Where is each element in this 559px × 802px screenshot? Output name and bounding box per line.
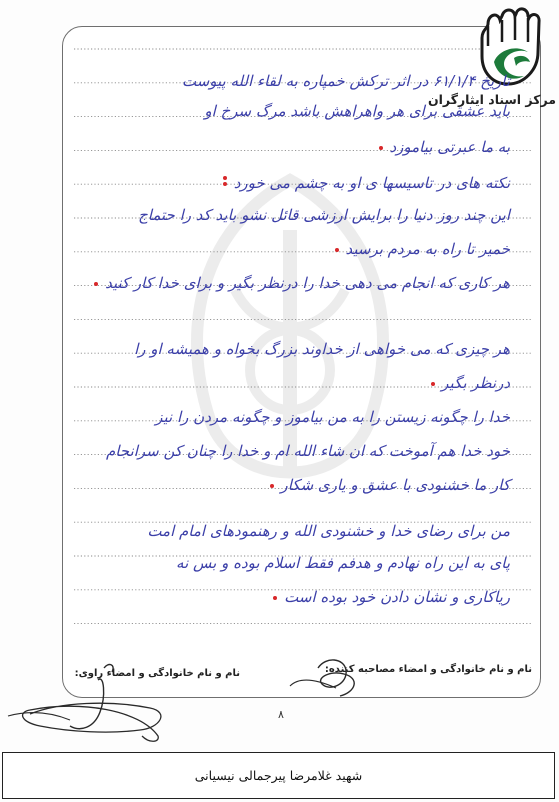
page-number: ۸ [278, 708, 284, 721]
letter-line: خمیر تا راه به مردم برسید [333, 240, 510, 258]
letter-line: درنظر بگیر [429, 374, 510, 392]
letter-line: تاریخ ۶۱/۱/۴ در اثر ترکش خمپاره به لقاء الله پیوست [181, 72, 510, 90]
handwritten-signatures [0, 640, 559, 750]
red-ink-dot [270, 484, 274, 488]
letter-line: نکته های در تاسیسها ی او به چشم می خورد [221, 174, 510, 192]
logo-text: مرکز اسناد ایثارگران [427, 92, 556, 107]
red-ink-dot [273, 596, 277, 600]
red-ink-dot [335, 248, 339, 252]
interviewer-signature [318, 660, 354, 696]
letter-line: هر چیزی که می خواهی از خداوند بزرگ بخواه و همیشه او را [134, 340, 510, 358]
red-ink-dot [379, 146, 383, 150]
narrator-signature [70, 665, 113, 729]
letter-line: این چند روز دنیا را برایش ارزشی قائل نشو باید کد را حتماج [138, 206, 510, 224]
letter-line: هر کاری که انجام می دهی خدا را درنظر بگیر و برای خدا کار کنید [92, 274, 510, 292]
letter-line: باید عشقی برای هر واهراهش باشد مرگ سرخ او [204, 102, 510, 120]
caption-text: شهید غلامرضا پیرجمالی نیسیانی [194, 768, 363, 783]
letter-line: پای به این راه نهادم و هدفم فقط اسلام بوده و بس نه [176, 554, 510, 572]
red-ink-dot [431, 382, 435, 386]
red-ink-dot [94, 282, 98, 286]
interviewer-label: نام و نام خانوادگی و امضاء مصاحبه کننده: [324, 664, 532, 675]
red-ink-dot [223, 182, 227, 186]
letter-line: ریاکاری و نشان دادن خود بوده است [271, 588, 510, 606]
narrator-label: نام و نام خانوادگی و امضاء راوی: [74, 668, 240, 679]
letter-line: کار ما خشنودی با عشق و یاری شکار [268, 476, 510, 494]
letter-line: خود خدا هم آموخت که ان شاء الله ام و خدا را چنان کن سرانجام [105, 442, 510, 460]
letter-line: من برای رضای خدا و خشنودی الله و رهنمودهای امام امت [147, 522, 510, 540]
letter-line: به ما عبرتی بیاموزد [377, 138, 510, 156]
caption-box [2, 752, 555, 799]
letter-line: خدا را چگونه زیستن را به من بیاموز و چگونه مردن را نیز [155, 408, 510, 426]
